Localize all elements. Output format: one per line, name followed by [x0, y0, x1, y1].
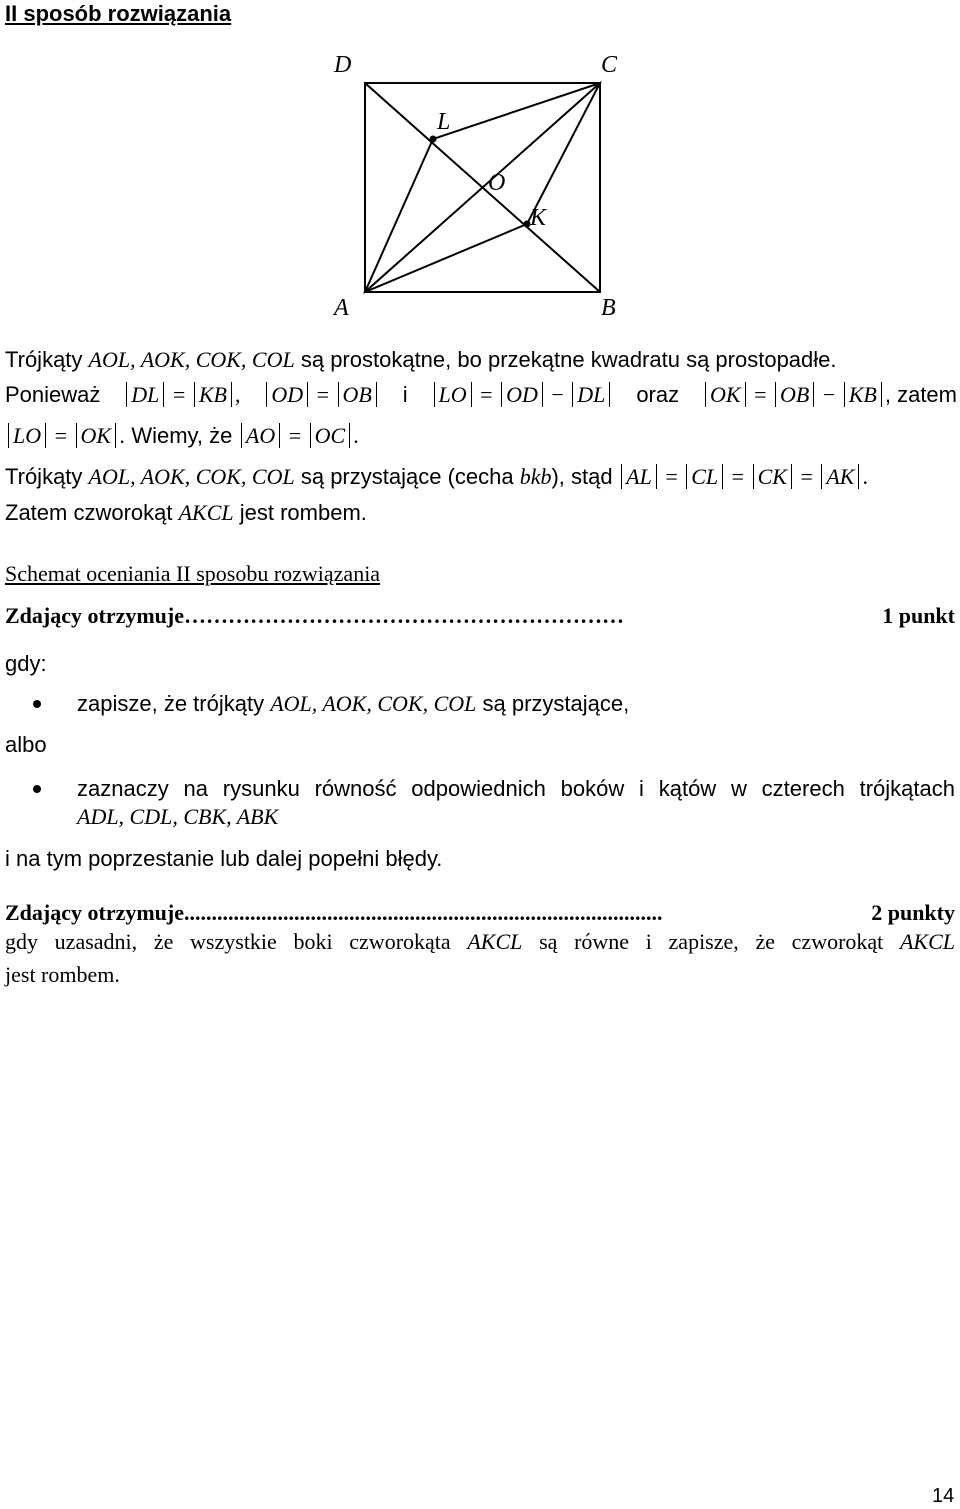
para-line-1: Trójkąty AOL, AOK, COK, COL są prostokątne, bo przekątne kwadratu są prostopadłe.	[5, 347, 837, 372]
label-a: A	[334, 295, 349, 321]
label-o: O	[488, 170, 506, 196]
label-d: D	[334, 52, 352, 78]
section-title: II sposób rozwiązania	[5, 1, 232, 26]
level1-header: Zdający otrzymuje …………………………………………………… 1 punkt	[5, 603, 955, 628]
level1-after: i na tym poprzestanie lub dalej popełni błędy.	[5, 846, 443, 871]
square-figure	[0, 0, 960, 330]
label-k: K	[530, 205, 547, 231]
level2-header: Zdający otrzymuje ....................................................................................... 2 punkty	[5, 900, 955, 925]
para-line-2: Ponieważ DL = KB , OD = OB i LO = OD − DL oraz OK = OB − KB , zatem	[5, 382, 957, 407]
level2-desc: gdy uzasadni, że wszystkie boki czworokąta AKCL są równe i zapisze, że czworokąt AKCL	[5, 929, 955, 954]
bullet-item-1: zapisze, że trójkąty AOL, AOK, COK, COL są przystające,	[77, 691, 630, 716]
bullet-item-2: zaznaczy na rysunku równość odpowiednich boków i kątów w czterech trójkątach	[77, 776, 955, 801]
bullet-item-2-triangles: ADL, CDL, CBK, ABK	[77, 804, 279, 829]
bullet-dot	[33, 785, 41, 793]
para-line-5: Zatem czworokąt AKCL jest rombem.	[5, 500, 367, 525]
gdy-label: gdy:	[5, 651, 47, 676]
para-line-4: Trójkąty AOL, AOK, COK, COL są przystające (cecha bkb), stąd AL = CL = CK = AK .	[5, 464, 868, 489]
label-l: L	[437, 109, 451, 135]
scheme-title: Schemat oceniania II sposobu rozwiązania	[5, 561, 381, 586]
label-c: C	[601, 52, 618, 78]
bullet-dot	[33, 700, 41, 708]
level2-desc-end: jest rombem.	[5, 962, 120, 987]
point-l	[430, 136, 437, 143]
para-line-3: LO = OK . Wiemy, że AO = OC .	[5, 422, 359, 450]
page-number: 14	[932, 1485, 955, 1507]
albo-label: albo	[5, 732, 47, 757]
label-b: B	[601, 295, 616, 321]
